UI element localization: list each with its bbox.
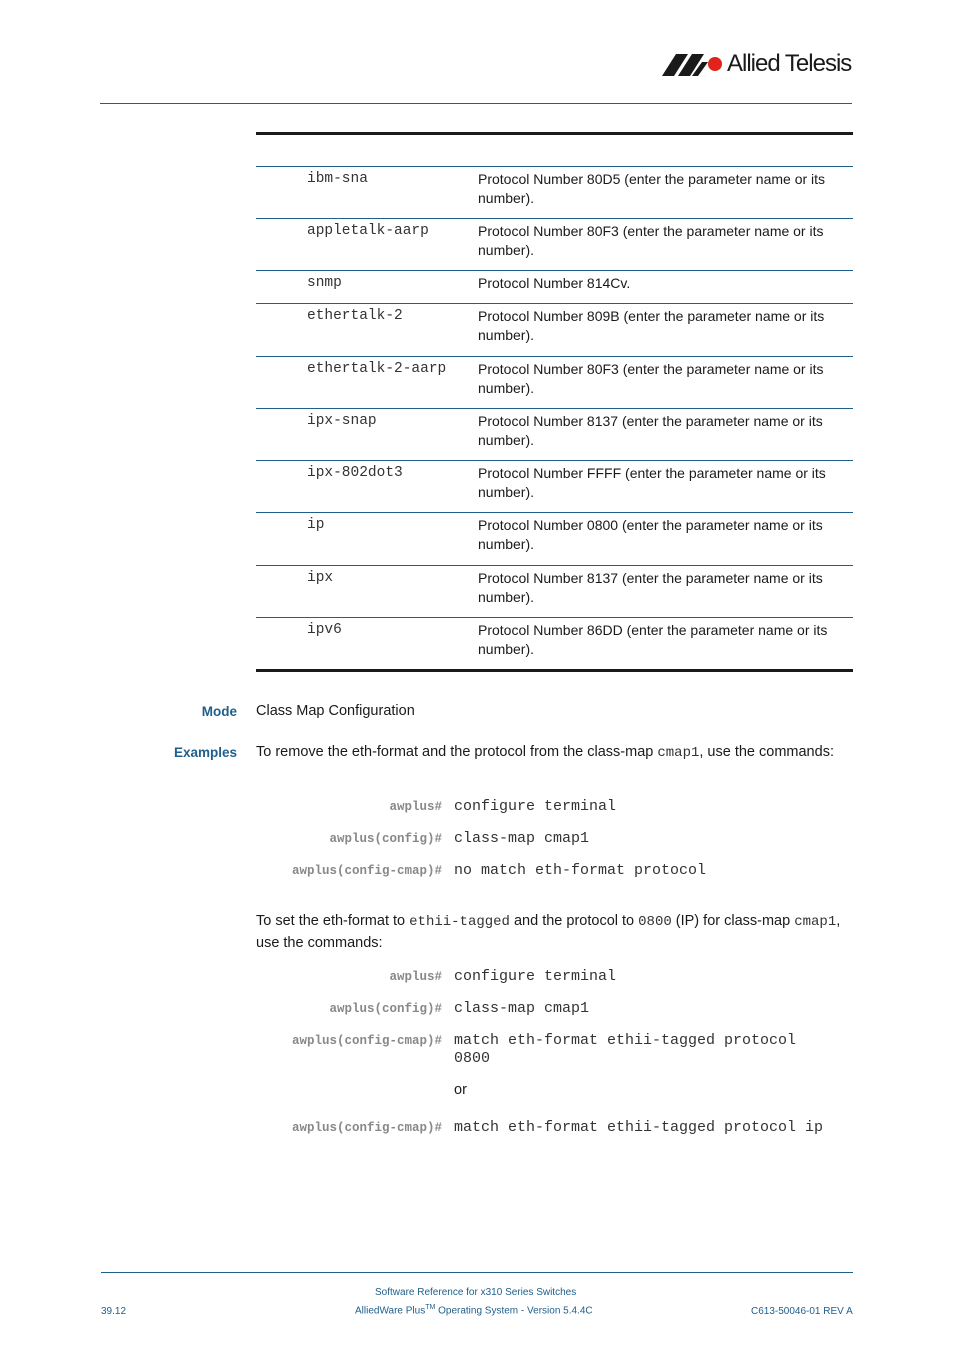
command-line	[0, 968, 954, 988]
cli-command: match eth-format ethii-tagged protocol ip	[454, 1119, 824, 1136]
param-description: Protocol Number 814Cv.	[478, 275, 631, 291]
brand-name: Allied Telesis	[727, 50, 852, 77]
product-version: Operating System - Version 5.4.4C	[435, 1305, 593, 1317]
param-name: ipx-802dot3	[307, 465, 403, 481]
table-row	[256, 357, 853, 409]
page-number: 39.12	[101, 1306, 127, 1317]
param-name: ibm-sna	[307, 171, 368, 187]
table-row	[256, 566, 853, 618]
command-line	[0, 830, 954, 850]
cli-prompt: awplus#	[389, 800, 442, 814]
protocol-table	[256, 132, 853, 672]
intro2-code-2: 0800	[638, 914, 672, 930]
table-row	[256, 271, 853, 304]
command-line	[0, 1000, 954, 1020]
param-description: Protocol Number 80F3 (enter the parameter name or its number).	[478, 361, 824, 396]
allied-telesis-logo-icon	[662, 54, 724, 76]
cli-prompt: awplus(config)#	[329, 1002, 442, 1016]
doc-id: C613-50046-01 REV A	[751, 1306, 853, 1317]
param-name: ipx-snap	[307, 413, 377, 429]
param-description: Protocol Number 0800 (enter the parameter name or its number).	[478, 517, 823, 552]
table-row	[256, 618, 853, 672]
param-description: Protocol Number 809B (enter the parameter name or its number).	[478, 308, 825, 343]
command-line	[0, 1119, 954, 1139]
intro2-text-3: (IP) for class-map	[671, 913, 795, 929]
table-header	[256, 135, 853, 167]
footer-rule	[101, 1272, 853, 1273]
cli-prompt: awplus(config-cmap)#	[291, 1121, 442, 1135]
trademark: TM	[425, 1304, 436, 1311]
cli-command: class-map cmap1	[454, 830, 590, 847]
param-description: Protocol Number 80D5 (enter the parameter name or its number).	[478, 171, 826, 206]
cli-prompt: awplus(config)#	[329, 832, 442, 846]
param-name: appletalk-aarp	[307, 223, 429, 239]
header-rule	[100, 103, 852, 104]
param-name: ethertalk-2-aarp	[307, 361, 447, 377]
table-row	[256, 219, 853, 271]
param-name: ipx	[307, 570, 334, 586]
table-row	[256, 409, 853, 461]
footer-title: Software Reference for x310 Series Switches	[375, 1287, 577, 1298]
cli-command: configure terminal	[454, 798, 617, 815]
cli-prompt: awplus#	[389, 970, 442, 984]
table-row	[256, 167, 853, 219]
param-name: ip	[307, 517, 325, 533]
brand-logo	[662, 50, 854, 80]
examples-intro-1	[256, 742, 846, 764]
examples-label: Examples	[173, 745, 237, 760]
intro1-text-b: , use the commands:	[699, 744, 834, 760]
command-line	[0, 862, 954, 882]
table-row	[256, 304, 853, 357]
intro1-text-a: To remove the eth-format and the protocol from the class-map	[256, 744, 658, 760]
param-description: Protocol Number 8137 (enter the parameter name or its number).	[478, 413, 823, 448]
param-name: ethertalk-2	[307, 308, 403, 324]
intro1-code: cmap1	[657, 745, 700, 761]
cli-command: match eth-format ethii-tagged protocol 0800	[454, 1032, 806, 1067]
cli-command: no match eth-format protocol	[454, 862, 707, 879]
intro2-code-1: ethii-tagged	[409, 914, 510, 930]
intro2-text-1: To set the eth-format to	[256, 913, 410, 929]
intro2-code-3: cmap1	[794, 914, 837, 930]
param-description: Protocol Number 86DD (enter the parameter name or its number).	[478, 622, 828, 657]
param-name: snmp	[307, 275, 342, 291]
cli-prompt: awplus(config-cmap)#	[291, 1034, 442, 1048]
intro2-text-4: , use the commands:	[256, 913, 841, 951]
param-name: ipv6	[307, 622, 342, 638]
param-description: Protocol Number FFFF (enter the parameter name or its number).	[478, 465, 826, 500]
cli-command: class-map cmap1	[454, 1000, 590, 1017]
cli-prompt: awplus(config-cmap)#	[291, 864, 442, 878]
command-line	[0, 1032, 954, 1067]
product-name: AlliedWare Plus	[355, 1305, 426, 1317]
table-row	[256, 461, 853, 513]
examples-intro-2	[256, 911, 846, 954]
param-description: Protocol Number 8137 (enter the parameter name or its number).	[478, 570, 823, 605]
footer-product	[355, 1304, 593, 1316]
mode-value: Class Map Configuration	[256, 703, 415, 719]
command-line	[0, 798, 954, 818]
intro2-text-2: and the protocol to	[509, 913, 639, 929]
cli-command: configure terminal	[454, 968, 617, 985]
param-description: Protocol Number 80F3 (enter the parameter name or its number).	[478, 223, 824, 258]
table-row	[256, 513, 853, 566]
mode-label: Mode	[201, 704, 237, 719]
or-separator: or	[454, 1082, 467, 1098]
